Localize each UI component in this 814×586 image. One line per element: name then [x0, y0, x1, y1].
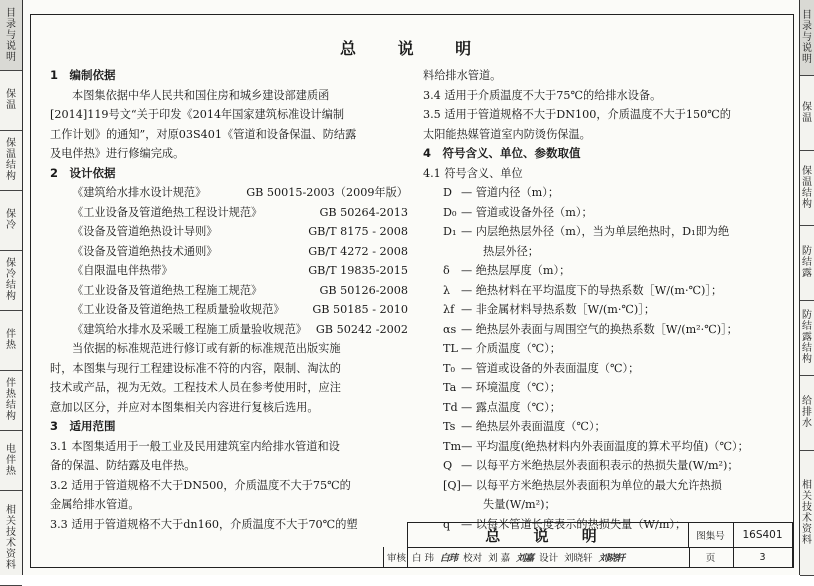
signature-row: [383, 547, 690, 567]
symbol-definition: [423, 378, 785, 398]
symbol-definition: [423, 476, 785, 496]
symbol-definition: [423, 281, 785, 301]
paragraph-line: 3.1 本图集适用于一般工业及民用建筑室内给排水管道和设: [50, 439, 340, 453]
title-block: [387, 522, 793, 567]
symbol-definition: [423, 437, 785, 457]
left-tab-label: 保冷: [6, 209, 16, 231]
reference-standard: [50, 261, 412, 281]
symbol-meaning: — 管道或设备外径（m）；: [461, 205, 593, 219]
symbol: D₀: [443, 205, 457, 219]
left-tab-label: 电伴热: [6, 443, 16, 477]
left-tab-label: 目录与说明: [6, 7, 16, 63]
standard-name: 《自限温电伴热带》: [72, 264, 173, 277]
paragraph-line: 备的保温、防结露及电伴热。: [50, 459, 196, 472]
symbol-definition: [423, 398, 785, 418]
symbol-definition: [423, 222, 785, 242]
right-tab: [800, 150, 814, 226]
paragraph-line: 工作计划》的通知”，对原03S401《管道和设备保温、防结露: [50, 127, 357, 141]
symbol: αs: [443, 322, 457, 336]
standard-code: GB/T 8175 - 2008: [308, 225, 408, 238]
paragraph-line: 当依据的标准规范进行修订或有新的标准规范出版实施: [72, 342, 341, 355]
standard-code: GB/T 19835-2015: [308, 264, 408, 277]
paragraph-line: 4.1 符号含义、单位: [423, 166, 523, 180]
symbol-definition: [423, 339, 785, 359]
checker-signature: 刘嘉: [516, 553, 534, 564]
designer-signature: 刘晓轩: [598, 553, 625, 564]
reference-standard: [50, 320, 412, 340]
symbol: T₀: [443, 361, 455, 375]
standard-code: GB 50264-2013: [319, 205, 408, 219]
section-heading: 2 设计依据: [50, 165, 116, 180]
right-tab-label: 相关技术资料: [802, 479, 812, 546]
right-tab-label: 防结露: [802, 246, 812, 279]
symbol-meaning: — 内层绝热层外径（m），当为单层绝热时，D₁即为绝: [461, 225, 730, 238]
symbol-meaning: — 介质温度（℃）；: [461, 342, 561, 355]
paragraph-line: 时，本图集与现行工程建设标准不符的内容，限制、淘汰的: [50, 361, 341, 375]
symbol-meaning: — 露点温度（℃）；: [461, 400, 561, 414]
left-tab-label: 保温结构: [6, 138, 16, 182]
symbol-definition: [423, 261, 785, 281]
left-tab: [0, 190, 22, 251]
checker-name: 刘 嘉: [488, 553, 511, 564]
section-heading: 4 符号含义、单位、参数取值: [423, 146, 581, 160]
left-tab: [0, 370, 22, 431]
paragraph-line: 太阳能热媒管道室内防烫伤保温。: [423, 127, 591, 141]
paragraph-line: 及电伴热》进行修编完成。: [50, 147, 185, 160]
symbol: D: [443, 186, 452, 199]
symbol: D₁: [443, 225, 457, 238]
symbol-definition: [423, 320, 785, 340]
reference-standard: [50, 242, 412, 262]
right-tab: [800, 225, 814, 301]
standard-name: 《工业设备及管道绝热工程质量验收规范》: [72, 303, 285, 316]
symbol-definition: [423, 183, 785, 203]
right-tab: [800, 300, 814, 376]
paragraph-line: 金属给排水管道。: [50, 498, 140, 511]
right-column: [423, 66, 785, 534]
left-tab-label: 伴热: [6, 329, 16, 351]
page-number: 3: [733, 547, 793, 568]
designer-name: 刘晓轩: [564, 553, 593, 564]
left-tab-label: 伴热结构: [6, 378, 16, 422]
symbol-definition: [423, 359, 785, 379]
standard-code: GB 50015-2003（2009年版）: [246, 186, 408, 199]
symbol: Ta: [443, 381, 457, 394]
left-tab-strip: [0, 0, 23, 575]
symbol: λf: [443, 303, 455, 316]
reference-standard: [50, 281, 412, 301]
symbol-meaning: — 非金属材料导热系数［W/(m·℃)］；: [461, 303, 656, 316]
left-column: [50, 66, 412, 534]
symbol-meaning: — 绝热层外表面与周围空气的换热系数［W/(m²·℃)］；: [461, 322, 738, 336]
left-tab-label: 相关技术资料: [6, 504, 16, 571]
symbol: q: [443, 517, 451, 531]
paragraph-line: 3.2 适用于管道规格不大于DN500，介质温度不大于75℃的: [50, 478, 351, 492]
left-tab: [0, 490, 22, 586]
definition-continuation: 失量(W/m²)；: [483, 498, 556, 511]
symbol-definition: [423, 300, 785, 320]
left-tab: [0, 310, 22, 371]
reviewer-name: 白 玮: [412, 553, 435, 564]
symbol: δ: [443, 264, 450, 277]
atlas-number: 16S401: [733, 523, 793, 548]
standard-name: 《设备及管道绝热技术通则》: [72, 244, 218, 258]
standard-name: 《工业设备及管道绝热工程设计规范》: [72, 205, 263, 219]
check-label: 校对: [463, 553, 483, 564]
paragraph-line: 本图集依据中华人民共和国住房和城乡建设部建质函: [72, 88, 330, 102]
standard-code: GB 50126-2008: [319, 283, 408, 297]
title-block-title: 总 说 明: [408, 523, 689, 548]
standard-name: 《建筑给水排水及采暖工程施工质量验收规范》: [72, 322, 307, 336]
right-tab: [800, 450, 814, 576]
standard-name: 《设备及管道绝热设计导则》: [72, 225, 218, 238]
right-tab-label: 保温结构: [802, 165, 812, 210]
standard-code: GB/T 4272 - 2008: [308, 244, 408, 258]
paragraph-line: [2014]119号文“关于印发《2014年国家建筑标准设计编制: [50, 108, 345, 121]
reference-standard: [50, 222, 412, 242]
paragraph-line: 意加以区分，并应对本图集相关内容进行复核后选用。: [50, 400, 319, 414]
standard-code: GB 50185 - 2010: [312, 303, 408, 316]
right-tab: [800, 375, 814, 451]
right-tab-label: 防结露结构: [802, 310, 812, 365]
symbol-meaning: — 绝热层外表面温度（℃）；: [461, 420, 606, 433]
symbol-definition: [423, 456, 785, 476]
right-tab-label: 目录与说明: [802, 10, 812, 65]
section-heading: 3 适用范围: [50, 419, 116, 433]
reference-standard: [50, 183, 412, 203]
left-tab: [0, 0, 22, 71]
page-label: 页: [688, 547, 734, 568]
symbol-meaning: — 环境温度（℃）；: [461, 381, 561, 394]
symbol-meaning: — 管道或设备的外表面温度（℃）；: [461, 361, 640, 375]
symbol-meaning: — 绝热层厚度（m）；: [461, 264, 571, 277]
symbol: λ: [443, 283, 451, 297]
symbol: Td: [443, 400, 458, 414]
left-tab: [0, 130, 22, 191]
symbol-meaning: — 管道内径（m）；: [461, 186, 560, 199]
symbol-definition: [423, 417, 785, 437]
right-tab-label: 保温: [802, 101, 812, 124]
left-tab: [0, 70, 22, 131]
paragraph-line: 3.5 适用于管道规格不大于DN100，介质温度不大于150℃的: [423, 108, 731, 121]
symbol: Ts: [443, 420, 456, 433]
reference-standard: [50, 203, 412, 223]
page-title: 总 说 明: [340, 39, 490, 58]
left-tab-label: 保冷结构: [6, 258, 16, 302]
symbol: Q: [443, 459, 453, 472]
symbol-meaning: — 以每平方米绝热层外表面积为单位的最大允许热损: [461, 478, 722, 492]
right-tab: [800, 0, 814, 76]
section-heading: 1 编制依据: [50, 68, 116, 82]
left-tab-label: 保温: [6, 89, 16, 111]
standard-name: 《工业设备及管道绝热工程施工规范》: [72, 283, 263, 297]
paragraph-line: 3.4 适用于介质温度不大于75℃的给排水设备。: [423, 88, 662, 102]
atlas-number-label: 图集号: [688, 523, 734, 548]
symbol-meaning: — 平均温度(绝热材料内外表面温度的算术平均值)（℃）；: [461, 439, 749, 453]
right-tab: [800, 75, 814, 151]
symbol-meaning: — 绝热材料在平均温度下的导热系数［W/(m·℃)］；: [461, 283, 723, 297]
review-label: 审核: [387, 553, 407, 564]
reviewer-signature: 白玮: [440, 553, 458, 564]
standard-name: 《建筑给水排水设计规范》: [72, 186, 207, 199]
definition-continuation: 热层外径；: [483, 244, 539, 258]
right-tab-strip: [799, 0, 814, 575]
paragraph-line: 技术或产品，视为无效。工程技术人员在参考使用时，应注: [50, 381, 341, 394]
symbol: TL: [443, 342, 458, 355]
paragraph-line: 3.3 适用于管道规格不大于dn160，介质温度不大于70℃的塑: [50, 517, 358, 531]
design-label: 设计: [539, 553, 559, 564]
standard-code: GB 50242 -2002: [315, 322, 408, 336]
symbol-definition: [423, 203, 785, 223]
symbol: [Q]: [443, 478, 461, 492]
left-tab: [0, 430, 22, 491]
symbol: Tm: [443, 439, 462, 453]
left-tab: [0, 250, 22, 311]
reference-standard: [50, 300, 412, 320]
symbol-meaning: — 以每平方米绝热层外表面积表示的热损失量(W/m²)；: [461, 459, 739, 472]
symbol-meaning: — 以每米管道长度表示的热损失量（W/m）；: [461, 517, 687, 531]
paragraph-line: 料给排水管道。: [423, 69, 502, 82]
right-tab-label: 给排水: [802, 396, 812, 429]
